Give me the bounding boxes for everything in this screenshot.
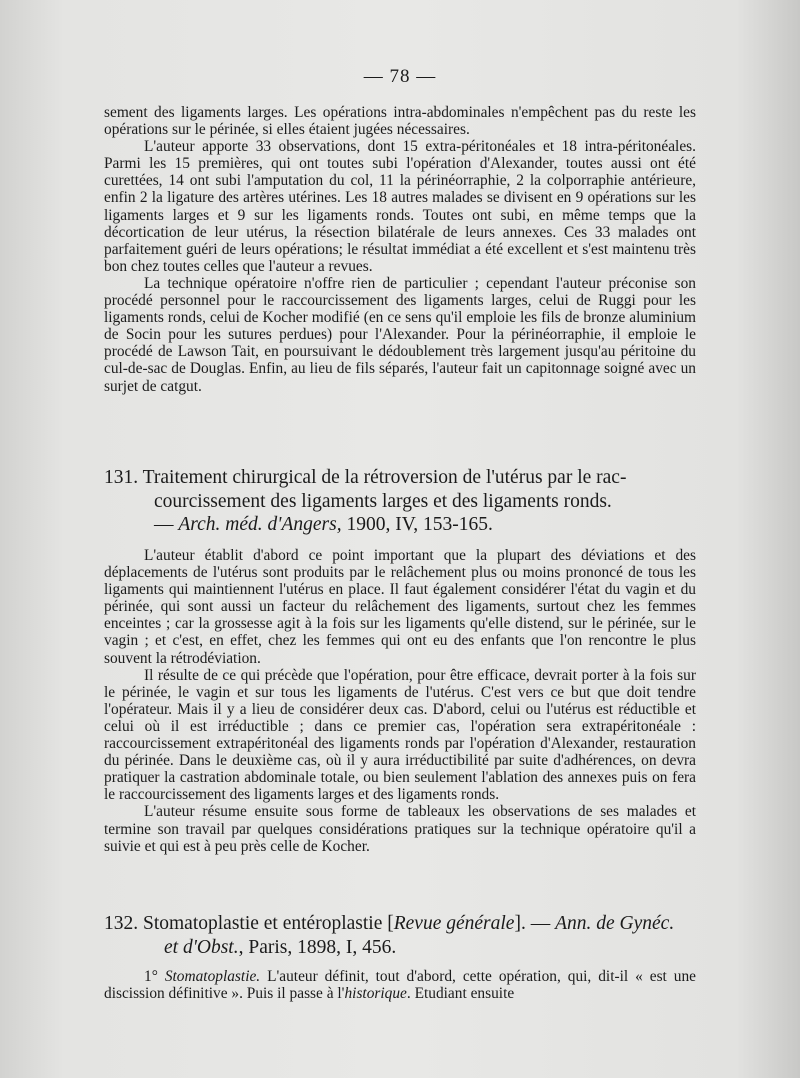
intro-paragraph-2: L'auteur apporte 33 observations, dont 15 extra-péritonéales et 18 intra-péritonéales. Parmi les 15 premières, qui ont toutes subi l'opération d'Alexander, toutes aussi ont été curettées, 14 ont subi l'amputation du col, 11 la périnéorraphie, 2 la colporraphie antérieure, enfin 2 la ligature des artères utérines. Les 18 autres malades se divisent en 9 opérations sur les ligaments larges et 9 sur les ligaments ronds. Toutes ont subi, en même temps que la décortication de leur utérus, la résection bilatérale de leurs annexes. Ces 33 malades ont parfaitement guéri de leurs opérations; le résultat immédiat a été excellent et s'est maintenu très bon chez toutes celles que l'auteur a revues. (104, 138, 696, 275)
article-132-title-line-1: 132. Stomatoplastie et entéroplastie [Revue générale]. — Ann. de Gynéc. (104, 913, 675, 934)
intro-paragraph-1: sement des ligaments larges. Les opérations intra-abdominales n'empêchent pas du reste les opérations sur le périnée, si elles étaient jugées nécessaires. (104, 104, 696, 139)
intro-paragraph-3: La technique opératoire n'offre rien de particulier ; cependant l'auteur préconise son procédé personnel pour le raccourcissement des ligaments larges, celui de Ruggi pour les ligaments ronds, celui de Kocher modifié (en ce sens qu'il emploie les fils de bronze aluminium de Socin pour les sutures perdues) pour l'Alexander. Pour la périnéorraphie, il emploie le procédé de Lawson Tait, en poursuivant le dédoublement très largement jusqu'au péritoine du cul-de-sac de Douglas. Enfin, au lieu de fils séparés, l'auteur fait un capitonnage soigné avec un surjet de catgut. (104, 274, 696, 395)
article-131-heading (104, 466, 696, 537)
article-131-citation: — Arch. méd. d'Angers, 1900, IV, 153-165. (154, 514, 493, 535)
intro-section (104, 104, 696, 395)
article-131-paragraph-2: Il résulte de ce qui précède que l'opération, pour être efficace, devrait porter à la fois sur le périnée, le vagin et sur tous les ligaments de l'utérus. C'est vers ce but que doit tendre l'opérateur. Mais il y a lieu de considérer deux cas. D'abord, celui ou l'utérus est réductible et celui où il est irréductible ; dans ce premier cas, l'opération sera extrapéritonéale : raccourcissement extrapéritonéal des ligaments ronds par l'opération d'Alexander, restauration du périnée. Dans le deuxième cas, où il y aura irréductibilité par suite d'adhérences, on devra pratiquer la castration abdominale totale, ou bien seulement l'ablation des annexes puis on fera le raccourcissement des ligaments larges et des ligaments ronds. (104, 666, 696, 804)
article-131-number: 131. (104, 467, 139, 488)
article-131-title-line-2: courcissement des ligaments larges et des ligaments ronds. (154, 490, 612, 512)
article-132-journal: Ann. de Gynéc. (555, 913, 675, 934)
page-number: — 78 — (363, 66, 437, 87)
article-131-body (104, 547, 696, 855)
article-132-heading (104, 912, 696, 959)
article-132-body (104, 968, 696, 1002)
article-131-paragraph-3: L'auteur résume ensuite sous forme de tableaux les observations de ses malades et termine son travail par quelques considérations pratiques sur la technique opératoire qu'il a suivie et qui est à peu près celle de Kocher. (104, 803, 696, 855)
article-132-citation: et d'Obst., Paris, 1898, I, 456. (164, 936, 397, 958)
article-131-reference: 1900, IV, 153-165. (341, 514, 493, 535)
article-132-number: 132. (104, 913, 139, 934)
article-131-journal: Arch. méd. d'Angers, (178, 514, 342, 535)
article-131-paragraph-1: L'auteur établit d'abord ce point important que la plupart des déviations et des déplacements de l'utérus sont produits par le relâchement plus ou moins prononcé de tous les ligaments qui maintiennent l'utérus en place. Il faut également considérer l'état du vagin et du périnée, qui sont aussi un facteur du relâchement des ligaments, surtout chez les femmes enceintes ; car la grossesse agit à la fois sur les ligaments qu'elle distend, sur le périnée, sur le vagin ; et c'est, en effet, chez les femmes qui ont eu des enfants que l'on rencontre le plus souvent la rétrodéviation. (104, 547, 696, 667)
article-131-title-line-1: 131. Traitement chirurgical de la rétroversion de l'utérus par le rac- (104, 467, 627, 488)
article-132-paragraph-1: 1° Stomatoplastie. L'auteur définit, tout d'abord, cette opération, qui, dit-il « est une discission définitive ». Puis il passe à l'historique. Etudiant ensuite (104, 968, 697, 1003)
article-132-reference: , Paris, 1898, I, 456. (238, 936, 397, 958)
